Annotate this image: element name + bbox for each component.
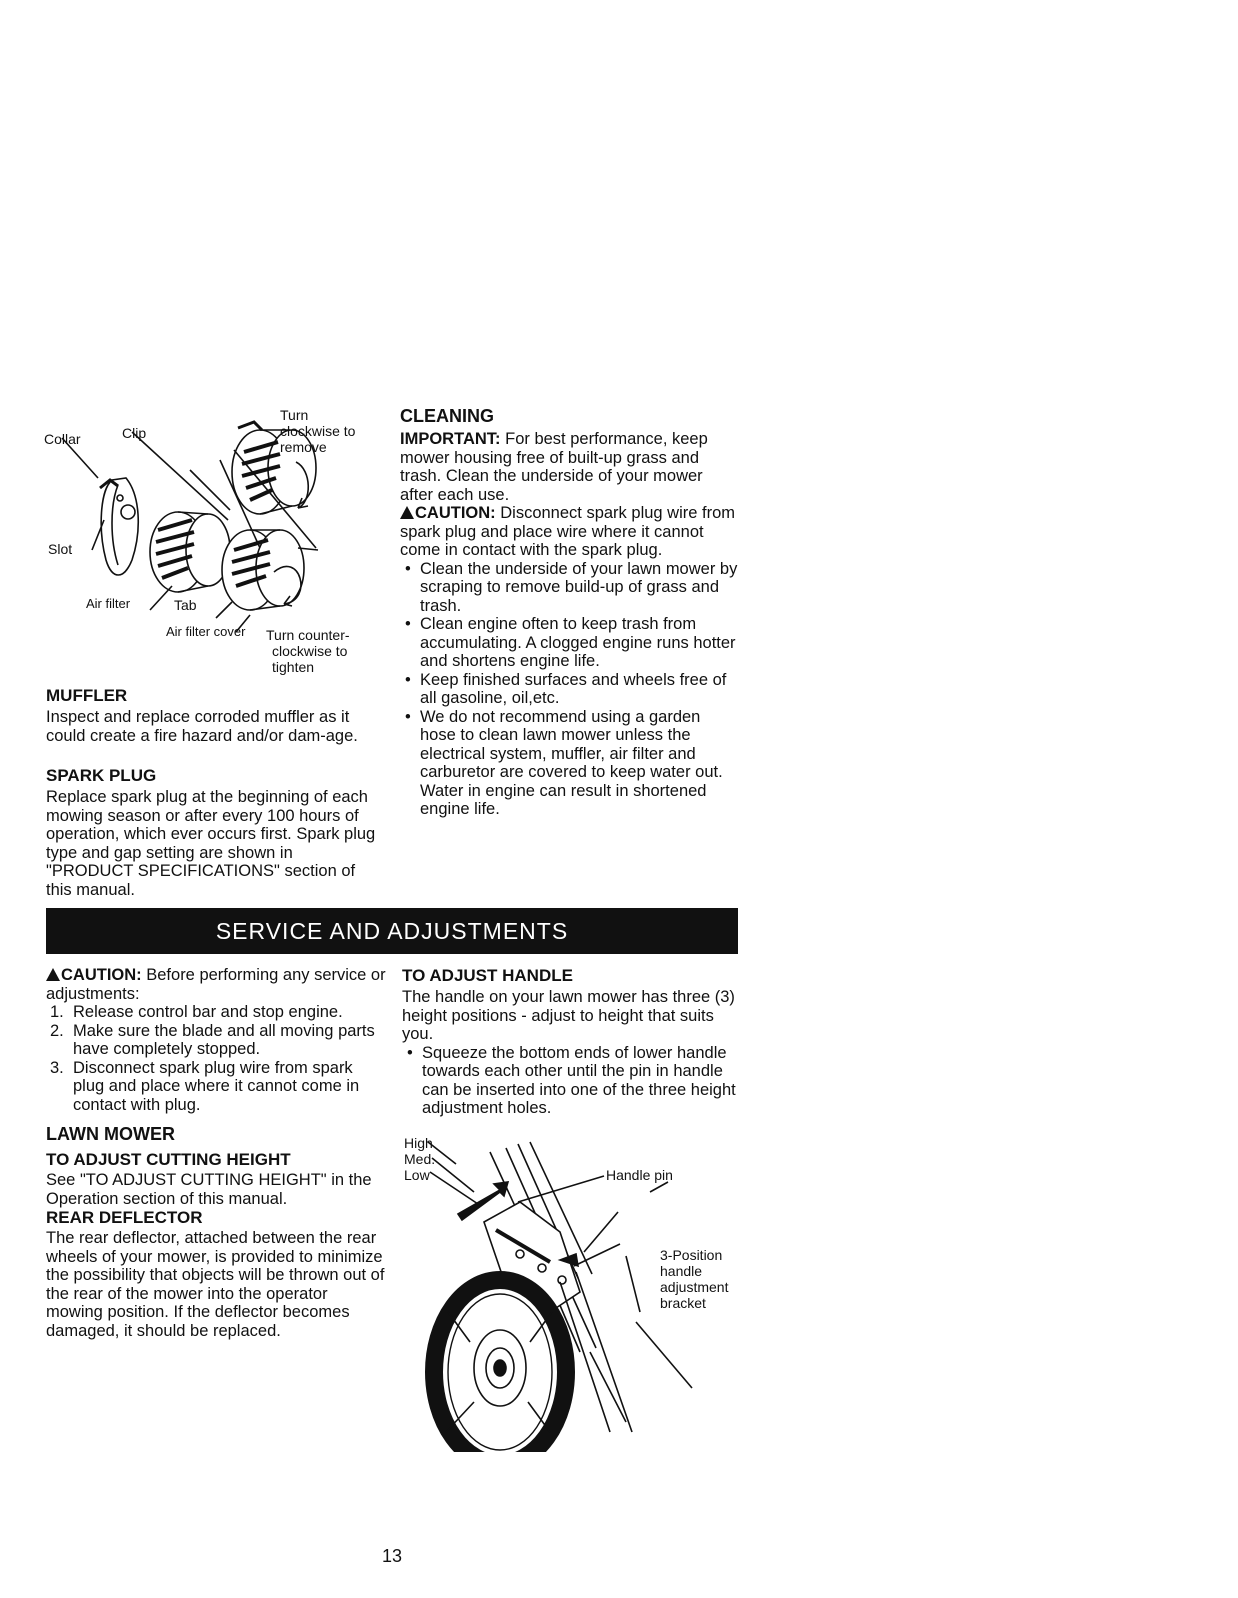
adjust-handle-heading: TO ADJUST HANDLE [402, 966, 573, 985]
warning-triangle-icon [400, 506, 414, 519]
step-number: 3. [50, 1058, 64, 1077]
label-turn-remove-1: Turn [280, 407, 309, 423]
cutting-height-heading: TO ADJUST CUTTING HEIGHT [46, 1150, 291, 1169]
service-steps-list [46, 1003, 386, 1114]
cleaning-heading: CLEANING [400, 406, 494, 426]
label-clip: Clip [122, 425, 147, 441]
caution-label: CAUTION: [415, 504, 496, 522]
muffler-section [46, 686, 380, 745]
label-turn-tighten-3: tighten [272, 659, 315, 675]
list-item: • Keep finished surfaces and wheels free of all gasoline, oil,etc. [400, 671, 738, 708]
rear-deflector-text: The rear deflector, attached between the rear wheels of your mower, is provided to minimize the possibility that objects will be thrown out of the rear of the mower into the operator mowing position. If the deflector becomes damaged, it should be replaced. [46, 1229, 385, 1340]
label-bracket-1: 3-Position [660, 1247, 723, 1263]
cleaning-important [400, 430, 738, 504]
label-turn-tighten-2: clockwise to [272, 643, 348, 659]
air-filter-figure [40, 400, 380, 680]
cutting-height-text: See "TO ADJUST CUTTING HEIGHT" in the Operation section of this manual. [46, 1171, 372, 1208]
label-handle-pin: Handle pin [606, 1167, 673, 1183]
label-bracket-2: handle [660, 1263, 703, 1279]
list-item [46, 1022, 386, 1059]
page-number: 13 [382, 1546, 403, 1566]
service-caution-label: CAUTION: [61, 966, 142, 984]
lawn-mower-section [46, 1124, 386, 1340]
muffler-text: Inspect and replace corroded muffler as it could create a fire hazard and/or dam-age. [46, 708, 358, 745]
muffler-heading: MUFFLER [46, 686, 128, 705]
spark-plug-heading: SPARK PLUG [46, 766, 157, 785]
service-caution [46, 966, 386, 1003]
list-item: • Clean engine often to keep trash from accumulating. A clogged engine runs hotter and shortens engine life. [400, 615, 738, 671]
label-high: High [404, 1135, 433, 1151]
list-item: • Clean the underside of your lawn mower by scraping to remove build-up of grass and trash. [400, 560, 738, 616]
step-text: Release control bar and stop engine. [73, 1003, 343, 1021]
step-number: 1. [50, 1003, 64, 1021]
service-caution-section [46, 966, 386, 1114]
list-item: • Squeeze the bottom ends of lower handle towards each other until the pin in handle can be inserted into one of the three height adjustment holes. [402, 1044, 740, 1118]
spark-plug-section [46, 766, 380, 899]
label-med: Med. [404, 1151, 436, 1167]
handle-figure [400, 1132, 750, 1452]
label-slot: Slot [48, 541, 73, 557]
step-number: 2. [50, 1021, 64, 1040]
section-title: SERVICE AND ADJUSTMENTS [215, 917, 569, 944]
label-air-filter-cover: Air filter cover [166, 624, 246, 639]
adjust-handle-bullet-list [402, 1044, 740, 1118]
lawn-mower-heading: LAWN MOWER [46, 1124, 175, 1144]
label-bracket-3: adjustment [660, 1279, 729, 1295]
label-air-filter: Air filter [86, 596, 131, 611]
section-title-band [46, 908, 738, 954]
label-turn-tighten-1: Turn counter- [266, 627, 350, 643]
step-text: Disconnect spark plug wire from spark plug and place where it cannot come in contact with plug. [73, 1058, 360, 1114]
list-item: • We do not recommend using a garden hose to clean lawn mower unless the electrical system, muffler, air filter and carburetor are covered to keep water out. Water in engine can result in shortened engine life. [400, 708, 738, 819]
cleaning-section [400, 406, 738, 819]
adjust-handle-section [402, 966, 740, 1118]
label-turn-remove-3: remove [280, 439, 327, 455]
cleaning-caution [400, 504, 738, 560]
adjust-handle-text: The handle on your lawn mower has three (3) height positions - adjust to height that suits you. [402, 988, 735, 1043]
step-text: Make sure the blade and all moving parts have completely stopped. [73, 1021, 375, 1058]
important-label: IMPORTANT: [400, 430, 501, 448]
label-bracket-4: bracket [660, 1295, 706, 1311]
label-tab: Tab [174, 597, 197, 613]
label-collar: Collar [44, 431, 81, 447]
label-turn-remove-2: clockwise to [280, 423, 356, 439]
warning-triangle-icon [46, 968, 60, 981]
list-item [46, 1059, 386, 1115]
service-caution-text: Before performing any service or adjustments: [46, 966, 386, 1003]
rear-deflector-heading: REAR DEFLECTOR [46, 1208, 203, 1227]
spark-plug-text: Replace spark plug at the beginning of each mowing season or after every 100 hours of operation, which ever occurs first. Spark plug type and gap setting are shown in "PRODUCT SPECIFICATIONS" section of this manual. [46, 788, 376, 899]
label-low: Low [404, 1167, 430, 1183]
list-item [46, 1003, 386, 1022]
important-text: For best performance, keep mower housing free of built-up grass and trash. Clean the underside of your mower after each use. [400, 430, 708, 504]
cleaning-bullet-list [400, 560, 738, 819]
caution-text: Disconnect spark plug wire from spark plug and place wire where it cannot come in contact with the spark plug. [400, 504, 736, 559]
